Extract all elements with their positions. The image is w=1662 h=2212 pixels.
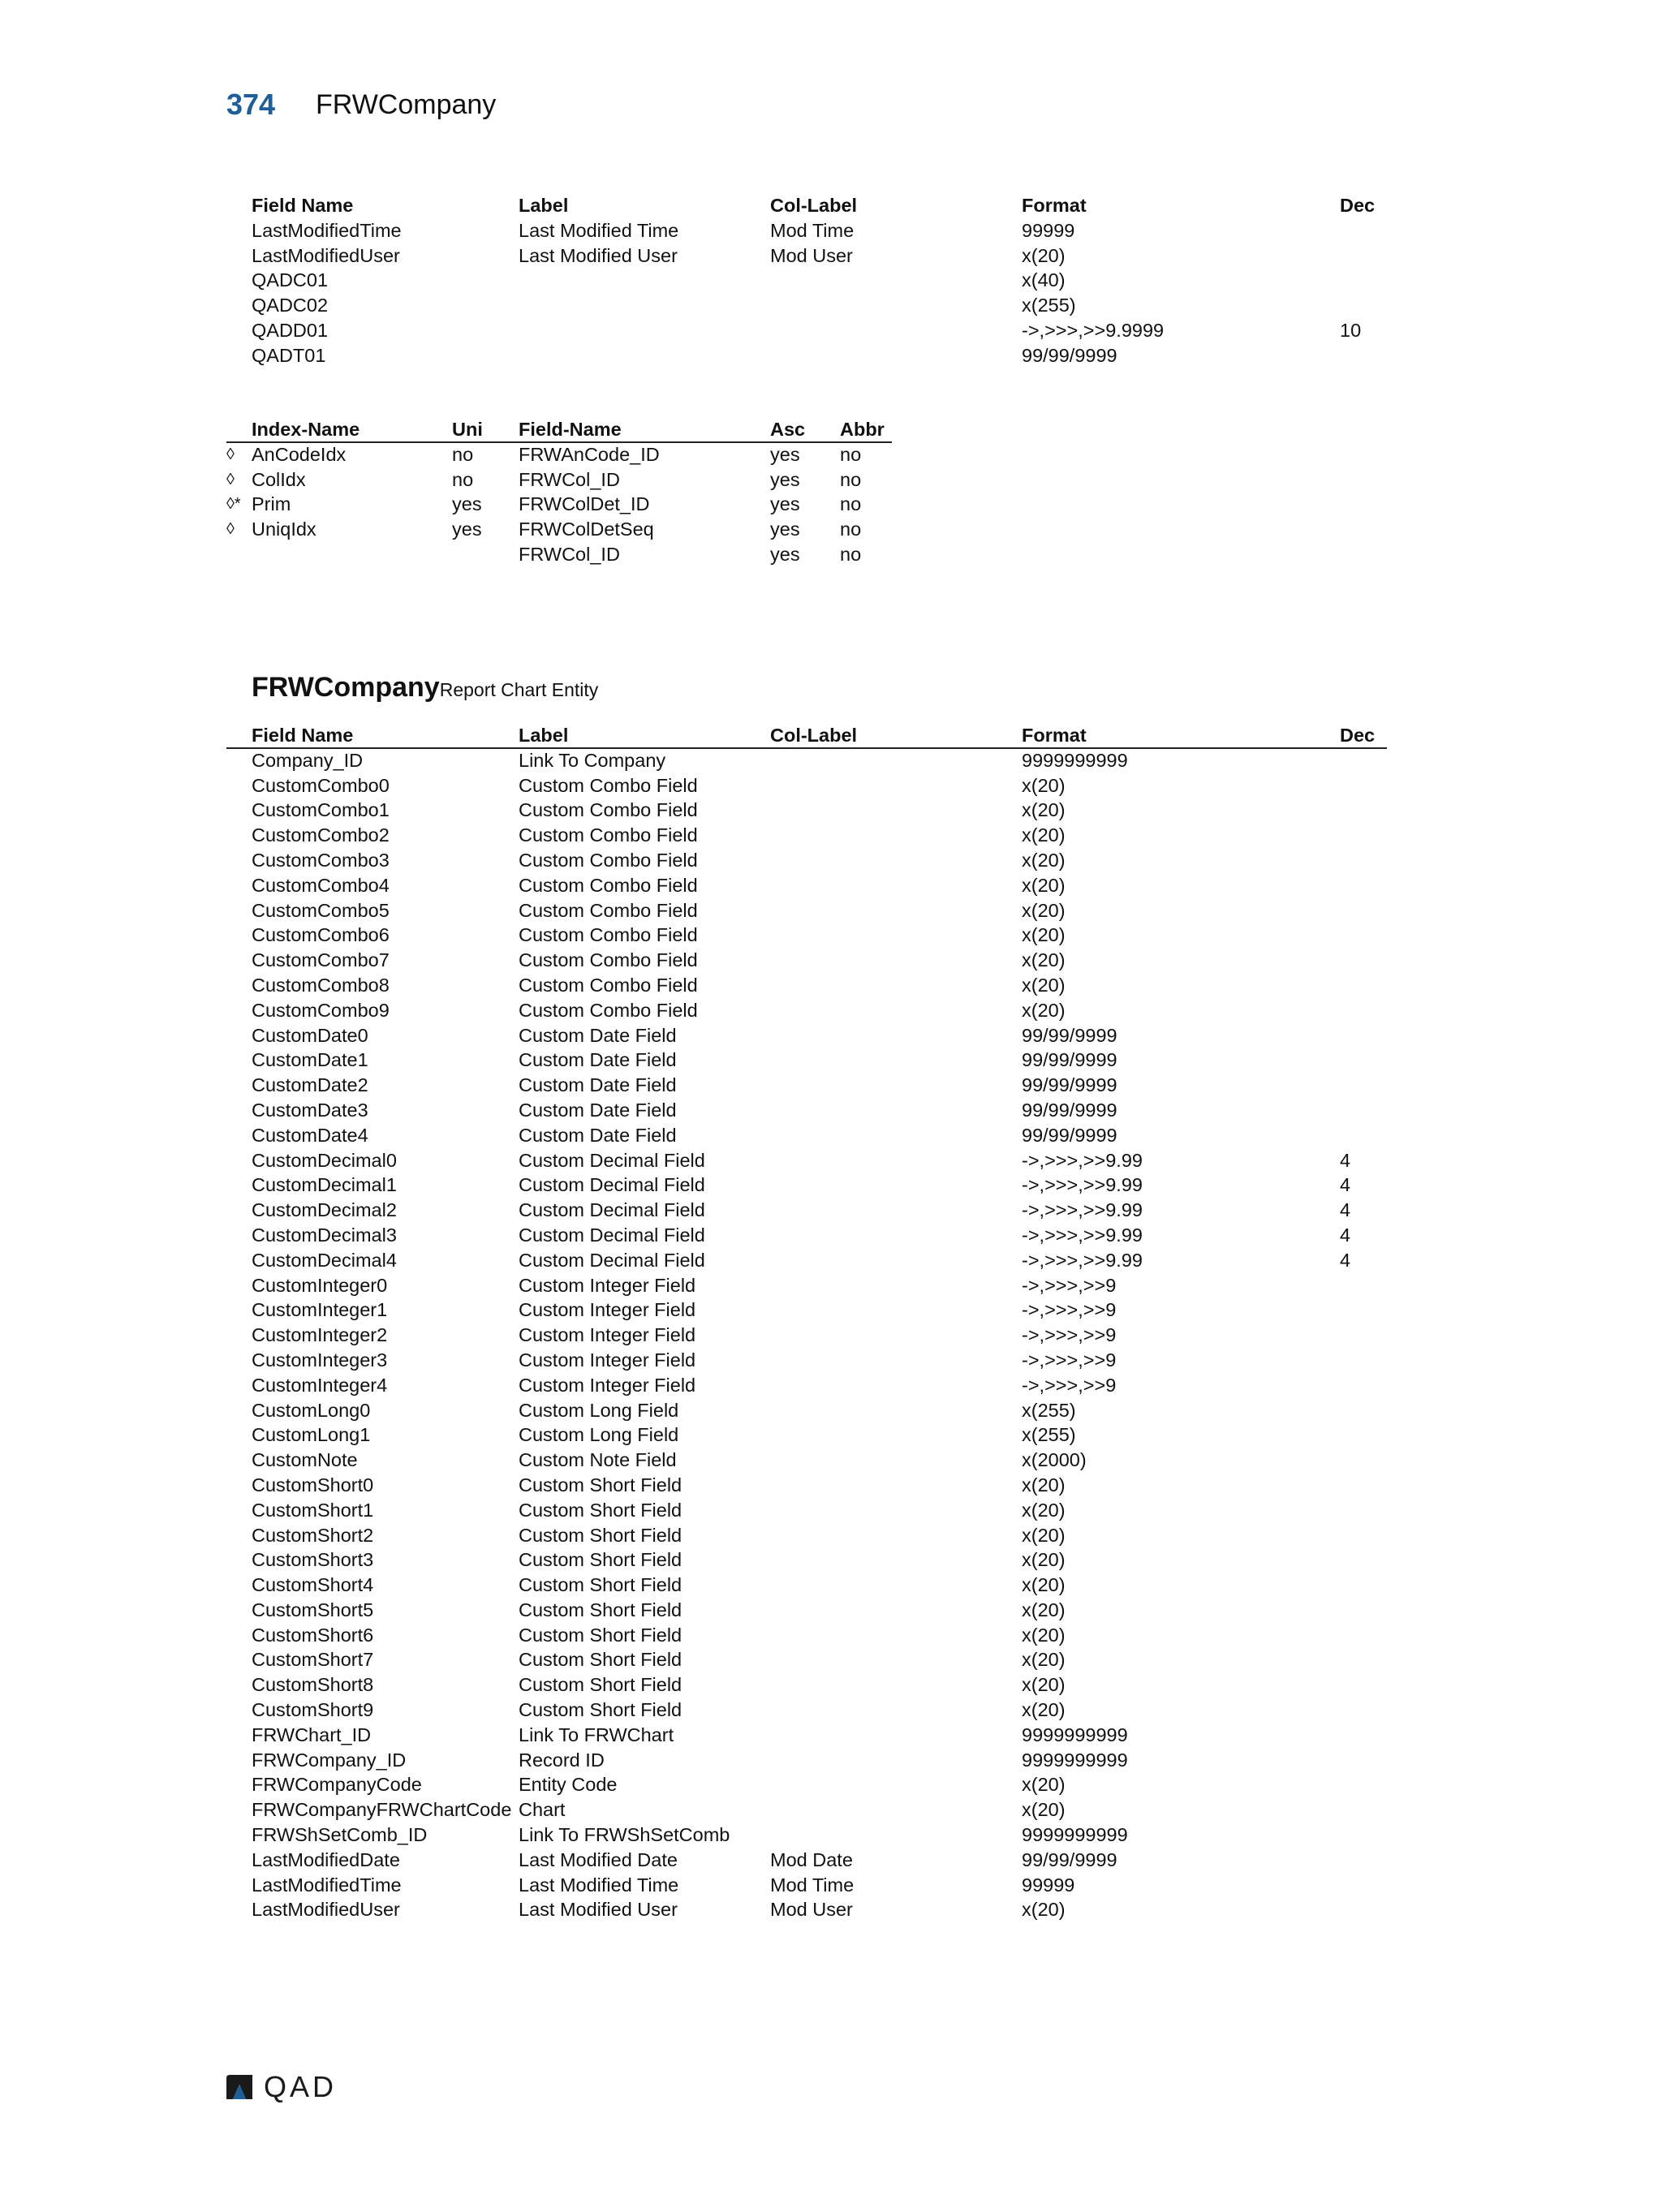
cell-label: Custom Date Field bbox=[519, 1074, 677, 1096]
cell-asc: yes bbox=[770, 493, 800, 515]
cell-format: x(20) bbox=[1022, 1549, 1066, 1571]
table-header-row bbox=[226, 417, 892, 442]
cell-label: Custom Combo Field bbox=[519, 899, 698, 921]
cell-field-name: FRWCol_ID bbox=[519, 543, 620, 565]
table-row bbox=[226, 1723, 1387, 1748]
cell-field-name: CustomInteger3 bbox=[252, 1349, 388, 1371]
cell-format: ->,>>>,>>9.99 bbox=[1022, 1199, 1143, 1221]
header-asc: Asc bbox=[770, 419, 806, 440]
table-row bbox=[226, 848, 1387, 873]
cell-label: Last Modified User bbox=[519, 244, 678, 266]
cell-label: Custom Decimal Field bbox=[519, 1224, 705, 1246]
cell-format: x(20) bbox=[1022, 1499, 1066, 1521]
cell-label: Custom Note Field bbox=[519, 1449, 677, 1471]
cell-dec: 4 bbox=[1340, 1149, 1351, 1171]
cell-format: 99/99/9999 bbox=[1022, 1074, 1117, 1096]
cell-format: x(20) bbox=[1022, 1574, 1066, 1596]
cell-format: 99999 bbox=[1022, 1874, 1075, 1896]
cell-field-name: LastModifiedDate bbox=[252, 1848, 400, 1870]
header-dec: Dec bbox=[1340, 725, 1376, 746]
header-col-label: Col-Label bbox=[770, 195, 858, 216]
cell-field-name: CustomCombo6 bbox=[252, 924, 390, 946]
table-row bbox=[226, 1248, 1387, 1273]
cell-abbr: no bbox=[840, 543, 862, 565]
table-row bbox=[226, 1523, 1387, 1548]
cell-field-name: FRWCompanyCode bbox=[252, 1774, 422, 1796]
header-label: Label bbox=[519, 195, 569, 216]
cell-field-name: QADT01 bbox=[252, 344, 326, 366]
cell-format: x(20) bbox=[1022, 899, 1066, 921]
cell-label: Last Modified User bbox=[519, 1899, 678, 1921]
cell-format: x(20) bbox=[1022, 774, 1066, 796]
cell-format: 9999999999 bbox=[1022, 1749, 1128, 1771]
header-field-name: Field-Name bbox=[519, 419, 622, 440]
cell-label: Custom Short Field bbox=[519, 1574, 682, 1596]
cell-format: x(20) bbox=[1022, 974, 1066, 996]
cell-label: Last Modified Date bbox=[519, 1848, 678, 1870]
table-row bbox=[226, 1273, 1387, 1298]
cell-field-name: FRWColDet_ID bbox=[519, 493, 650, 515]
cell-format: ->,>>>,>>9.99 bbox=[1022, 1149, 1143, 1171]
cell-format: 99/99/9999 bbox=[1022, 1049, 1117, 1071]
table-row bbox=[226, 1698, 1387, 1723]
cell-format: x(20) bbox=[1022, 1524, 1066, 1546]
table-row bbox=[226, 1422, 1387, 1448]
cell-label: Custom Combo Field bbox=[519, 799, 698, 821]
cell-uni: no bbox=[452, 468, 474, 490]
cell-label: Custom Date Field bbox=[519, 1049, 677, 1071]
cell-label: Custom Long Field bbox=[519, 1399, 679, 1421]
cell-field-name: LastModifiedUser bbox=[252, 1899, 400, 1921]
cell-label: Custom Decimal Field bbox=[519, 1149, 705, 1171]
cell-abbr: no bbox=[840, 443, 862, 465]
cell-dec: 10 bbox=[1340, 319, 1362, 341]
cell-field-name: CustomShort5 bbox=[252, 1599, 374, 1620]
cell-abbr: no bbox=[840, 468, 862, 490]
cell-field-name: FRWColDetSeq bbox=[519, 519, 654, 540]
cell-label: Custom Date Field bbox=[519, 1099, 677, 1121]
table-row bbox=[226, 1098, 1387, 1123]
table-row bbox=[226, 1598, 1387, 1623]
cell-format: x(20) bbox=[1022, 824, 1066, 846]
cell-label: Custom Short Field bbox=[519, 1549, 682, 1571]
cell-field-name: CustomLong0 bbox=[252, 1399, 371, 1421]
cell-uni: no bbox=[452, 443, 474, 465]
cell-field-name: LastModifiedTime bbox=[252, 219, 402, 241]
cell-col-label: Mod User bbox=[770, 1899, 853, 1921]
cell-uni: yes bbox=[452, 493, 482, 515]
cell-format: x(20) bbox=[1022, 1774, 1066, 1796]
section-title-main: FRWCompany bbox=[252, 672, 440, 703]
header-abbr: Abbr bbox=[840, 419, 885, 440]
cell-label: Custom Combo Field bbox=[519, 949, 698, 971]
table-row bbox=[226, 1073, 1387, 1098]
cell-label: Custom Short Field bbox=[519, 1524, 682, 1546]
cell-format: 99/99/9999 bbox=[1022, 1099, 1117, 1121]
cell-uni: yes bbox=[452, 519, 482, 540]
cell-label: Custom Integer Field bbox=[519, 1349, 696, 1371]
cell-index-marker-icon: ◊* bbox=[226, 495, 241, 514]
table-row bbox=[226, 343, 1387, 368]
cell-label: Custom Integer Field bbox=[519, 1374, 696, 1396]
cell-field-name: FRWCol_ID bbox=[519, 468, 620, 490]
table-row bbox=[226, 1498, 1387, 1523]
cell-field-name: LastModifiedUser bbox=[252, 244, 400, 266]
header-dec: Dec bbox=[1340, 195, 1376, 216]
table-row bbox=[226, 293, 1387, 318]
table-row bbox=[226, 442, 892, 467]
cell-label: Custom Combo Field bbox=[519, 924, 698, 946]
cell-label: Custom Integer Field bbox=[519, 1274, 696, 1296]
cell-format: x(20) bbox=[1022, 1599, 1066, 1620]
cell-format: ->,>>>,>>9 bbox=[1022, 1299, 1117, 1321]
cell-format: ->,>>>,>>9.9999 bbox=[1022, 319, 1165, 341]
table-row bbox=[226, 898, 1387, 923]
cell-abbr: no bbox=[840, 519, 862, 540]
table-row bbox=[226, 1823, 1387, 1848]
table-row bbox=[226, 1373, 1387, 1398]
cell-field-name: CustomInteger2 bbox=[252, 1324, 388, 1346]
cell-label: Custom Decimal Field bbox=[519, 1174, 705, 1196]
cell-format: x(20) bbox=[1022, 1474, 1066, 1495]
table-row bbox=[226, 268, 1387, 293]
cell-field-name: CustomNote bbox=[252, 1449, 358, 1471]
cell-label: Custom Integer Field bbox=[519, 1299, 696, 1321]
cell-asc: yes bbox=[770, 443, 800, 465]
table-row bbox=[226, 773, 1387, 798]
cell-field-name: LastModifiedTime bbox=[252, 1874, 402, 1896]
header-label: Label bbox=[519, 725, 569, 746]
section-title bbox=[252, 672, 598, 704]
cell-field-name: CustomDate3 bbox=[252, 1099, 368, 1121]
table-row bbox=[226, 1323, 1387, 1348]
cell-format: ->,>>>,>>9.99 bbox=[1022, 1249, 1143, 1271]
table-row bbox=[226, 1797, 1387, 1823]
cell-format: 99/99/9999 bbox=[1022, 1124, 1117, 1146]
table-header-row bbox=[226, 193, 1387, 218]
fields-table-2 bbox=[226, 723, 1387, 1922]
table-row bbox=[226, 923, 1387, 948]
cell-dec: 4 bbox=[1340, 1249, 1351, 1271]
cell-index-name: AnCodeIdx bbox=[252, 443, 347, 465]
cell-label: Custom Short Field bbox=[519, 1699, 682, 1721]
cell-format: x(40) bbox=[1022, 269, 1066, 291]
cell-format: ->,>>>,>>9 bbox=[1022, 1349, 1117, 1371]
cell-abbr: no bbox=[840, 493, 862, 515]
cell-format: x(20) bbox=[1022, 1624, 1066, 1646]
cell-label: Chart bbox=[519, 1799, 566, 1821]
cell-format: 99/99/9999 bbox=[1022, 1024, 1117, 1046]
cell-field-name: CustomCombo4 bbox=[252, 874, 390, 896]
cell-index-name: Prim bbox=[252, 493, 291, 515]
cell-label: Custom Short Field bbox=[519, 1624, 682, 1646]
cell-field-name: FRWCompanyFRWChartCode bbox=[252, 1799, 512, 1821]
cell-format: 9999999999 bbox=[1022, 1824, 1128, 1846]
table-row bbox=[226, 1198, 1387, 1223]
fields-table-1 bbox=[226, 193, 1387, 368]
table-header-row bbox=[226, 723, 1387, 748]
cell-field-name: CustomDecimal1 bbox=[252, 1174, 397, 1196]
cell-label: Custom Date Field bbox=[519, 1124, 677, 1146]
cell-label: Link To FRWChart bbox=[519, 1724, 674, 1745]
cell-field-name: CustomShort1 bbox=[252, 1499, 374, 1521]
table-row bbox=[226, 998, 1387, 1023]
cell-field-name: CustomShort3 bbox=[252, 1549, 374, 1571]
table-row bbox=[226, 1448, 1387, 1473]
cell-format: x(2000) bbox=[1022, 1449, 1087, 1471]
header-uni: Uni bbox=[452, 419, 483, 440]
table-row bbox=[226, 1148, 1387, 1173]
cell-label: Custom Decimal Field bbox=[519, 1199, 705, 1221]
cell-format: ->,>>>,>>9 bbox=[1022, 1274, 1117, 1296]
cell-field-name: CustomInteger4 bbox=[252, 1374, 388, 1396]
cell-col-label: Mod Time bbox=[770, 219, 855, 241]
table-row bbox=[226, 1173, 1387, 1198]
cell-field-name: CustomCombo9 bbox=[252, 999, 390, 1021]
table-row bbox=[226, 973, 1387, 998]
header-format: Format bbox=[1022, 725, 1087, 746]
table-row bbox=[226, 948, 1387, 973]
cell-label: Link To FRWShSetComb bbox=[519, 1824, 730, 1846]
cell-field-name: CustomShort0 bbox=[252, 1474, 374, 1495]
cell-field-name: CustomCombo2 bbox=[252, 824, 390, 846]
table-row bbox=[226, 1298, 1387, 1323]
cell-label: Custom Short Field bbox=[519, 1674, 682, 1696]
qad-logo-text: QAD bbox=[264, 2070, 338, 2103]
cell-label: Custom Short Field bbox=[519, 1599, 682, 1620]
table-row bbox=[226, 1348, 1387, 1373]
cell-format: x(20) bbox=[1022, 1674, 1066, 1696]
cell-field-name: CustomShort9 bbox=[252, 1699, 374, 1721]
cell-format: ->,>>>,>>9.99 bbox=[1022, 1174, 1143, 1196]
cell-field-name: Company_ID bbox=[252, 749, 364, 771]
cell-index-name: ColIdx bbox=[252, 468, 306, 490]
table-row bbox=[226, 1123, 1387, 1148]
cell-label: Last Modified Time bbox=[519, 219, 679, 241]
cell-field-name: QADC01 bbox=[252, 269, 329, 291]
table-row bbox=[226, 1748, 1387, 1773]
cell-format: 99999 bbox=[1022, 219, 1075, 241]
cell-field-name: CustomDecimal3 bbox=[252, 1224, 397, 1246]
cell-field-name: CustomShort8 bbox=[252, 1674, 374, 1696]
cell-format: x(255) bbox=[1022, 1424, 1076, 1446]
cell-field-name: CustomInteger0 bbox=[252, 1274, 388, 1296]
cell-index-marker-icon: ◊ bbox=[226, 470, 235, 488]
table-row bbox=[226, 1048, 1387, 1073]
table-row bbox=[226, 823, 1387, 848]
cell-field-name: CustomShort2 bbox=[252, 1524, 374, 1546]
table-row bbox=[226, 218, 1387, 243]
header-field-name: Field Name bbox=[252, 195, 354, 216]
cell-format: ->,>>>,>>9 bbox=[1022, 1374, 1117, 1396]
cell-label: Custom Short Field bbox=[519, 1499, 682, 1521]
cell-field-name: CustomShort4 bbox=[252, 1574, 374, 1596]
cell-field-name: CustomDecimal2 bbox=[252, 1199, 397, 1221]
cell-field-name: CustomLong1 bbox=[252, 1424, 371, 1446]
qad-logo-icon bbox=[225, 2073, 256, 2101]
cell-field-name: CustomDate4 bbox=[252, 1124, 368, 1146]
table-row bbox=[226, 243, 1387, 269]
cell-field-name: QADC02 bbox=[252, 295, 329, 316]
cell-field-name: CustomCombo0 bbox=[252, 774, 390, 796]
cell-field-name: CustomCombo3 bbox=[252, 849, 390, 871]
cell-field-name: QADD01 bbox=[252, 319, 329, 341]
table-row bbox=[226, 1848, 1387, 1873]
cell-format: x(20) bbox=[1022, 949, 1066, 971]
cell-format: 99/99/9999 bbox=[1022, 1848, 1117, 1870]
table-row bbox=[226, 1897, 1387, 1922]
cell-field-name: CustomCombo8 bbox=[252, 974, 390, 996]
cell-field-name: CustomShort6 bbox=[252, 1624, 374, 1646]
table-row bbox=[226, 1647, 1387, 1672]
cell-label: Custom Decimal Field bbox=[519, 1249, 705, 1271]
cell-field-name: CustomShort7 bbox=[252, 1649, 374, 1671]
table-row bbox=[226, 1398, 1387, 1423]
header-col-label: Col-Label bbox=[770, 725, 858, 746]
cell-col-label: Mod User bbox=[770, 244, 853, 266]
cell-format: 99/99/9999 bbox=[1022, 344, 1117, 366]
cell-field-name: CustomDecimal4 bbox=[252, 1249, 397, 1271]
cell-format: x(20) bbox=[1022, 799, 1066, 821]
cell-label: Last Modified Time bbox=[519, 1874, 679, 1896]
cell-format: 9999999999 bbox=[1022, 749, 1128, 771]
section-title-subtitle: Report Chart Entity bbox=[439, 679, 599, 700]
page-number: 374 bbox=[226, 88, 276, 121]
cell-asc: yes bbox=[770, 519, 800, 540]
cell-label: Record ID bbox=[519, 1749, 605, 1771]
cell-label: Custom Combo Field bbox=[519, 874, 698, 896]
cell-col-label: Mod Time bbox=[770, 1874, 855, 1896]
cell-field-name: CustomInteger1 bbox=[252, 1299, 388, 1321]
table-row bbox=[226, 1023, 1387, 1048]
table-row bbox=[226, 1473, 1387, 1498]
cell-field-name: CustomDate0 bbox=[252, 1024, 368, 1046]
cell-label: Link To Company bbox=[519, 749, 666, 771]
cell-field-name: FRWChart_ID bbox=[252, 1724, 372, 1745]
table-row bbox=[226, 1672, 1387, 1698]
cell-format: x(20) bbox=[1022, 849, 1066, 871]
cell-field-name: CustomDate2 bbox=[252, 1074, 368, 1096]
cell-field-name: CustomDate1 bbox=[252, 1049, 368, 1071]
table-row bbox=[226, 1772, 1387, 1797]
cell-format: x(20) bbox=[1022, 1699, 1066, 1721]
cell-index-name: UniqIdx bbox=[252, 519, 316, 540]
table-row bbox=[226, 1873, 1387, 1898]
cell-format: x(255) bbox=[1022, 1399, 1076, 1421]
cell-label: Custom Short Field bbox=[519, 1649, 682, 1671]
cell-col-label: Mod Date bbox=[770, 1848, 853, 1870]
cell-format: x(20) bbox=[1022, 999, 1066, 1021]
table-row bbox=[226, 517, 892, 542]
cell-format: x(20) bbox=[1022, 1899, 1066, 1921]
table-row bbox=[226, 467, 892, 493]
cell-index-marker-icon: ◊ bbox=[226, 445, 235, 463]
header-field-name: Field Name bbox=[252, 725, 354, 746]
table-row bbox=[226, 1223, 1387, 1248]
cell-label: Custom Combo Field bbox=[519, 774, 698, 796]
cell-dec: 4 bbox=[1340, 1174, 1351, 1196]
header-index-name: Index-Name bbox=[252, 419, 360, 440]
cell-label: Custom Combo Field bbox=[519, 974, 698, 996]
cell-field-name: CustomCombo1 bbox=[252, 799, 390, 821]
cell-label: Custom Combo Field bbox=[519, 849, 698, 871]
cell-field-name: FRWShSetComb_ID bbox=[252, 1824, 428, 1846]
cell-format: 9999999999 bbox=[1022, 1724, 1128, 1745]
cell-format: x(20) bbox=[1022, 1649, 1066, 1671]
cell-dec: 4 bbox=[1340, 1224, 1351, 1246]
table-row bbox=[226, 318, 1387, 343]
table-row bbox=[226, 1547, 1387, 1573]
cell-label: Entity Code bbox=[519, 1774, 618, 1796]
cell-label: Custom Combo Field bbox=[519, 999, 698, 1021]
table-row bbox=[226, 748, 1387, 773]
table-row bbox=[226, 542, 892, 567]
cell-dec: 4 bbox=[1340, 1199, 1351, 1221]
cell-label: Custom Date Field bbox=[519, 1024, 677, 1046]
cell-label: Custom Integer Field bbox=[519, 1324, 696, 1346]
cell-format: ->,>>>,>>9 bbox=[1022, 1324, 1117, 1346]
cell-field-name: FRWAnCode_ID bbox=[519, 443, 660, 465]
cell-label: Custom Short Field bbox=[519, 1474, 682, 1495]
cell-format: x(20) bbox=[1022, 874, 1066, 896]
index-table bbox=[226, 417, 892, 567]
cell-index-marker-icon: ◊ bbox=[226, 520, 235, 539]
table-row bbox=[226, 492, 892, 517]
cell-format: ->,>>>,>>9.99 bbox=[1022, 1224, 1143, 1246]
table-row bbox=[226, 798, 1387, 823]
header-format: Format bbox=[1022, 195, 1087, 216]
table-row bbox=[226, 1623, 1387, 1648]
cell-format: x(20) bbox=[1022, 244, 1066, 266]
cell-format: x(20) bbox=[1022, 1799, 1066, 1821]
cell-field-name: CustomCombo5 bbox=[252, 899, 390, 921]
cell-field-name: CustomCombo7 bbox=[252, 949, 390, 971]
cell-asc: yes bbox=[770, 543, 800, 565]
table-row bbox=[226, 1573, 1387, 1598]
cell-field-name: CustomDecimal0 bbox=[252, 1149, 397, 1171]
table-row bbox=[226, 873, 1387, 898]
cell-field-name: FRWCompany_ID bbox=[252, 1749, 407, 1771]
page-title: FRWCompany bbox=[316, 89, 497, 120]
cell-asc: yes bbox=[770, 468, 800, 490]
cell-format: x(255) bbox=[1022, 295, 1076, 316]
cell-label: Custom Long Field bbox=[519, 1424, 679, 1446]
cell-label: Custom Combo Field bbox=[519, 824, 698, 846]
cell-format: x(20) bbox=[1022, 924, 1066, 946]
